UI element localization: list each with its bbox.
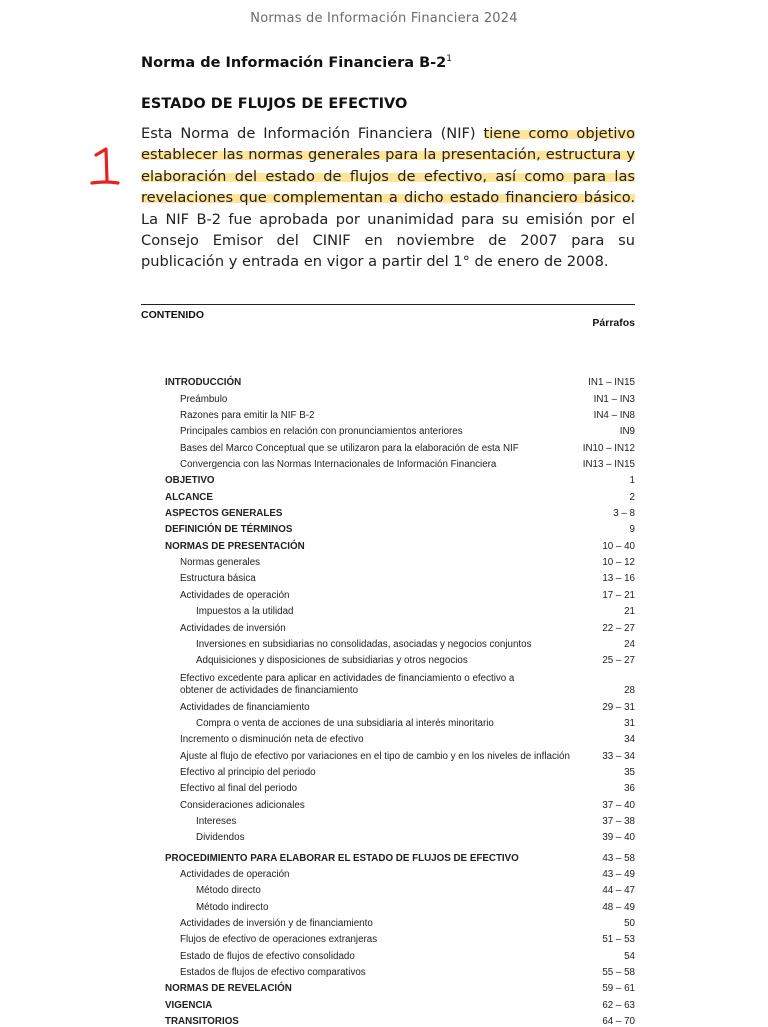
- toc-entry[interactable]: [165, 713, 635, 729]
- toc-entry-label: Estado de flujos de efectivo consolidado: [180, 950, 355, 962]
- toc-entry-label: Actividades de inversión y de financiamiento: [180, 918, 373, 929]
- toc-entry-label: TRANSITORIOS: [165, 1016, 239, 1027]
- toc-entry[interactable]: [165, 1011, 635, 1027]
- toc-entry-paragraphs: 24: [624, 638, 635, 650]
- toc-entry-paragraphs: 17 – 21: [602, 589, 635, 601]
- toc-entry[interactable]: [165, 486, 635, 502]
- toc-entry-label: Consideraciones adicionales: [180, 799, 305, 811]
- toc-entry-label: Ajuste al flujo de efectivo por variaciones en el tipo de cambio y en los niveles de inflación: [180, 750, 570, 762]
- toc-entry-label: Método indirecto: [196, 901, 269, 913]
- toc-entry-paragraphs: IN1 – IN3: [593, 393, 635, 405]
- toc-entry-paragraphs: 13 – 16: [602, 573, 635, 585]
- toc-entry[interactable]: [165, 729, 635, 745]
- toc-entry-label: Incremento o disminución neta de efectivo: [180, 734, 364, 746]
- toc-entry[interactable]: [165, 470, 635, 486]
- toc-entry-label: Normas generales: [180, 557, 261, 569]
- toc-entry[interactable]: [165, 552, 635, 568]
- toc-entry-label: Adquisiciones y disposiciones de subsidiarias y otros negocios: [196, 655, 468, 667]
- section-divider: [141, 304, 635, 305]
- toc-entry-paragraphs: 39 – 40: [602, 832, 635, 844]
- toc-entry-paragraphs: 43 – 58: [602, 852, 635, 864]
- toc-entry[interactable]: [165, 372, 635, 388]
- toc-entry-paragraphs: 55 – 58: [602, 967, 635, 979]
- toc-entry-label: Preámbulo: [180, 393, 228, 405]
- toc-entry-label: Compra o venta de acciones de una subsidiaria al interés minoritario: [196, 717, 494, 729]
- toc-entry[interactable]: [165, 601, 635, 617]
- toc-entry[interactable]: [165, 762, 635, 778]
- footnote-marker[interactable]: 1: [446, 54, 452, 64]
- toc-entry[interactable]: [165, 880, 635, 896]
- norm-title: [141, 54, 452, 71]
- toc-entry[interactable]: [165, 666, 635, 696]
- toc-entry-label: Estados de flujos de efectivo comparativos: [180, 967, 366, 979]
- toc-entry[interactable]: [165, 827, 635, 843]
- toc-entry-paragraphs: 36: [624, 783, 635, 795]
- toc-entry[interactable]: [165, 794, 635, 810]
- toc-entry[interactable]: [165, 913, 635, 929]
- toc-entry-paragraphs: 50: [624, 918, 635, 929]
- paragraphs-heading: Párrafos: [592, 317, 635, 329]
- toc-entry-label: INTRODUCCIÓN: [165, 377, 242, 389]
- toc-entry[interactable]: [165, 962, 635, 978]
- toc-entry-paragraphs: 33 – 34: [602, 750, 635, 762]
- toc-entry[interactable]: [165, 650, 635, 666]
- toc-entry-paragraphs: IN4 – IN8: [593, 410, 635, 422]
- toc-entry[interactable]: [165, 696, 635, 712]
- toc-entry-label: ALCANCE: [165, 491, 213, 503]
- toc-entry-label: Actividades de operación: [180, 589, 290, 601]
- toc-entry-paragraphs: 31: [624, 717, 635, 729]
- handwritten-one-annotation: [88, 145, 128, 190]
- toc-entry-label: Intereses: [196, 815, 237, 827]
- toc-entry-label: Efectivo al principio del periodo: [180, 766, 316, 778]
- toc-entry[interactable]: [165, 421, 635, 437]
- toc-entry[interactable]: [165, 929, 635, 945]
- toc-entry-label: NORMAS DE REVELACIÓN: [165, 983, 292, 995]
- toc-entry-label: NORMAS DE PRESENTACIÓN: [165, 540, 305, 552]
- toc-entry[interactable]: [165, 778, 635, 794]
- toc-entry-label: Actividades de operación: [180, 868, 290, 880]
- toc-entry-paragraphs: IN1 – IN15: [588, 377, 635, 389]
- toc-entry-label: Actividades de financiamiento: [180, 701, 310, 713]
- toc-entry-label: Razones para emitir la NIF B-2: [180, 410, 315, 422]
- toc-entry-label: Impuestos a la utilidad: [196, 606, 294, 618]
- toc-entry[interactable]: [165, 945, 635, 961]
- toc-entry-paragraphs: IN10 – IN12: [582, 442, 635, 454]
- toc-entry-paragraphs: 22 – 27: [602, 622, 635, 634]
- toc-entry-paragraphs: 43 – 49: [602, 868, 635, 880]
- toc-entry-paragraphs: 64 – 70: [602, 1016, 635, 1027]
- toc-entry-label: Método directo: [196, 885, 261, 897]
- running-header: Normas de Información Financiera 2024: [250, 11, 518, 26]
- table-of-contents: [165, 372, 635, 1027]
- toc-entry-label: Efectivo al final del periodo: [180, 783, 298, 795]
- intro-paragraph: [141, 123, 635, 273]
- toc-entry-label: VIGENCIA: [165, 999, 213, 1011]
- toc-entry-label: Estructura básica: [180, 573, 256, 585]
- toc-entry[interactable]: [165, 519, 635, 535]
- toc-entry-label: Dividendos: [196, 832, 245, 844]
- toc-entry-paragraphs: 21: [624, 606, 635, 618]
- toc-entry[interactable]: [165, 617, 635, 633]
- toc-entry[interactable]: [165, 847, 635, 863]
- toc-entry-label: Principales cambios en relación con pronunciamientos anteriores: [180, 426, 463, 438]
- toc-entry-paragraphs: 25 – 27: [602, 655, 635, 667]
- highlighted-objective: tiene como objetivo establecer las normas generales para la presentación, estructura y elaboración del estado de flujos de efectivo, así como para las revelaciones que complementan a dicho estado financiero básico.: [141, 125, 635, 207]
- toc-entry-paragraphs: 29 – 31: [602, 701, 635, 713]
- toc-entry-paragraphs: IN9: [619, 426, 635, 438]
- toc-entry-paragraphs: 59 – 61: [602, 983, 635, 995]
- toc-entry-label: DEFINICIÓN DE TÉRMINOS: [165, 524, 293, 536]
- toc-entry-paragraphs: 3 – 8: [613, 508, 635, 520]
- toc-entry-label: OBJETIVO: [165, 475, 215, 487]
- toc-entry[interactable]: [165, 978, 635, 994]
- toc-entry[interactable]: [165, 896, 635, 912]
- toc-entry[interactable]: [165, 503, 635, 519]
- toc-entry-label: Flujos de efectivo de operaciones extranjeras: [180, 934, 378, 946]
- toc-entry-label: Actividades de inversión: [180, 622, 286, 634]
- toc-entry[interactable]: [165, 994, 635, 1010]
- toc-entry-label: Inversiones en subsidiarias no consolidadas, asociadas y negocios conjuntos: [196, 638, 532, 650]
- toc-entry-paragraphs: 51 – 53: [602, 934, 635, 946]
- toc-entry-paragraphs: 37 – 40: [602, 799, 635, 811]
- toc-entry-label: Convergencia con las Normas Internacionales de Información Financiera: [180, 459, 497, 471]
- toc-entry[interactable]: [165, 634, 635, 650]
- toc-entry[interactable]: [165, 811, 635, 827]
- toc-entry-paragraphs: 62 – 63: [602, 999, 635, 1011]
- toc-entry-paragraphs: 10 – 12: [602, 557, 635, 569]
- toc-entry-paragraphs: 54: [624, 950, 635, 962]
- toc-entry-label: Bases del Marco Conceptual que se utilizaron para la elaboración de esta NIF: [180, 442, 519, 454]
- toc-entry[interactable]: [165, 437, 635, 453]
- toc-entry[interactable]: [165, 454, 635, 470]
- toc-entry-paragraphs: 9: [629, 524, 635, 536]
- toc-entry-paragraphs: 44 – 47: [602, 885, 635, 897]
- toc-entry-paragraphs: IN13 – IN15: [582, 459, 635, 471]
- toc-entry[interactable]: [165, 568, 635, 584]
- toc-entry[interactable]: [165, 745, 635, 761]
- toc-entry-paragraphs: 37 – 38: [602, 815, 635, 827]
- intro-lead: Esta Norma de Información Financiera (NIF): [141, 125, 484, 142]
- toc-entry-paragraphs: 1: [629, 475, 635, 487]
- toc-entry-paragraphs: 10 – 40: [602, 540, 635, 552]
- toc-entry[interactable]: [165, 864, 635, 880]
- toc-entry[interactable]: [165, 535, 635, 551]
- toc-entry-label: Efectivo excedente para aplicar en actividades de financiamiento o efectivo a obtener de actividades de financiamiento: [180, 673, 515, 696]
- section-title: ESTADO DE FLUJOS DE EFECTIVO: [141, 96, 408, 112]
- toc-entry[interactable]: [165, 388, 635, 404]
- intro-tail: La NIF B-2 fue aprobada por unanimidad para su emisión por el Consejo Emisor del CINIF en noviembre de 2007 para su publicación y entrada en vigor a partir del 1° de enero de 2008.: [141, 210, 635, 271]
- toc-entry-paragraphs: 34: [624, 734, 635, 746]
- toc-entry[interactable]: [165, 405, 635, 421]
- contents-heading: CONTENIDO: [141, 309, 204, 321]
- toc-entry-label: PROCEDIMIENTO PARA ELABORAR EL ESTADO DE FLUJOS DE EFECTIVO: [165, 852, 519, 864]
- toc-entry-paragraphs: 2: [629, 491, 635, 503]
- toc-entry-paragraphs: 48 – 49: [602, 901, 635, 913]
- toc-entry[interactable]: [165, 584, 635, 600]
- toc-entry-label: ASPECTOS GENERALES: [165, 508, 283, 520]
- toc-entry-paragraphs: 28: [624, 685, 635, 697]
- norm-title-text: Norma de Información Financiera B-2: [141, 54, 447, 71]
- toc-entry-paragraphs: 35: [624, 766, 635, 778]
